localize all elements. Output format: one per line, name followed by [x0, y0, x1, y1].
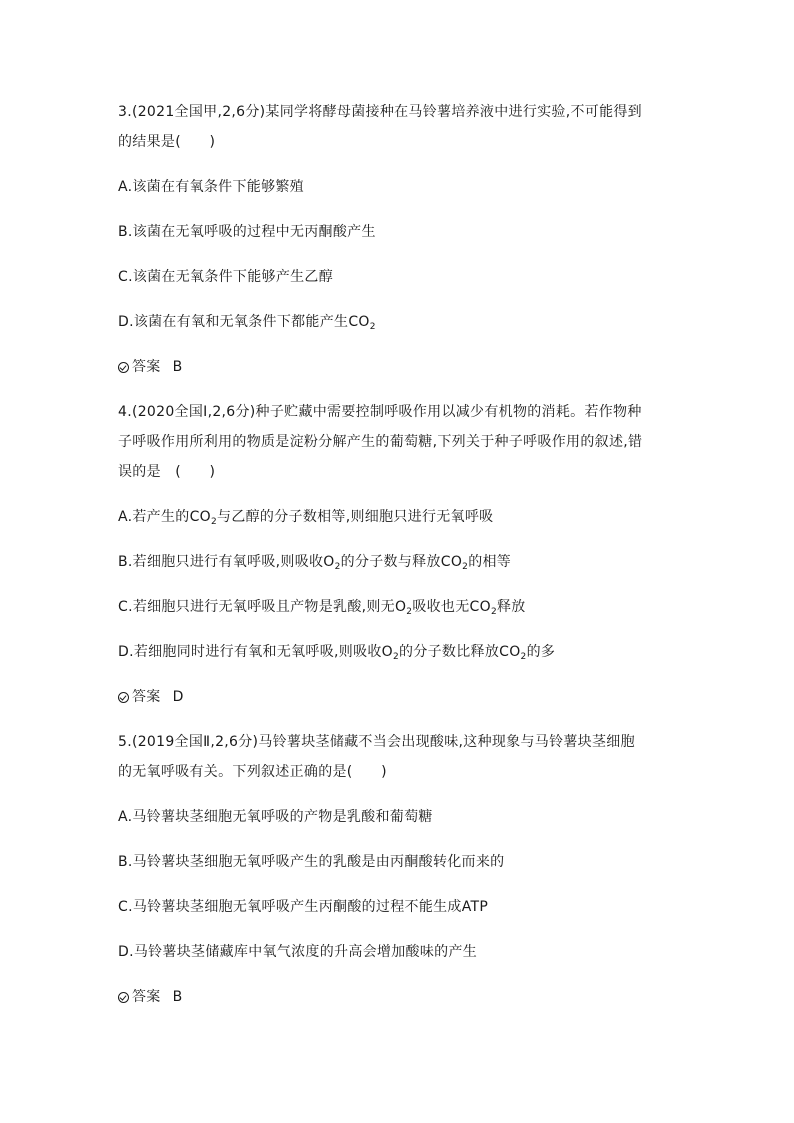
check-circle-icon	[118, 362, 129, 373]
answer-value: D	[172, 689, 184, 705]
q5-stem-line-2: 的无氧呼吸有关。下列叙述正确的是( )	[118, 764, 387, 780]
q4-option-c: C.若细胞只进行无氧呼吸且产物是乳酸,则无$O_2$吸收也无$CO_2$释放	[118, 599, 526, 617]
answer-value: B	[172, 989, 183, 1005]
q4-option-d: D.若细胞同时进行有氧和无氧呼吸,则吸收$O_2$的分子数比释放$CO_2$的多	[118, 644, 556, 662]
q4-stem-line-1: 4.(2020全国Ⅰ,2,6分)种子贮藏中需要控制呼吸作用以减少有机物的消耗。若作物种	[118, 404, 642, 420]
q3-option-c: C.该菌在无氧条件下能够产生乙醇	[118, 269, 334, 285]
q5-stem-line-1: 5.(2019全国Ⅱ,2,6分)马铃薯块茎储藏不当会出现酸味,这种现象与马铃薯块茎细胞	[118, 734, 635, 750]
q3-stem-line-1: 3.(2021全国甲,2,6分)某同学将酵母菌接种在马铃薯培养液中进行实验,不可能得到	[118, 104, 642, 120]
q5-option-b: B.马铃薯块茎细胞无氧呼吸产生的乳酸是由丙酮酸转化而来的	[118, 854, 505, 870]
answer-label: 答案	[132, 359, 161, 375]
q4-option-a: A.若产生的$CO_2$与乙醇的分子数相等,则细胞只进行无氧呼吸	[118, 509, 494, 527]
q4-stem-line-2: 子呼吸作用所利用的物质是淀粉分解产生的葡萄糖,下列关于种子呼吸作用的叙述,错	[118, 434, 643, 450]
q4-stem-line-3: 误的是 ( )	[118, 464, 216, 480]
answer-value: B	[172, 359, 183, 375]
q4-option-b: B.若细胞只进行有氧呼吸,则吸收$O_2$的分子数与释放$CO_2$的相等	[118, 554, 512, 572]
q5-option-c: C.马铃薯块茎细胞无氧呼吸产生丙酮酸的过程不能生成ATP	[118, 899, 489, 915]
check-circle-icon	[118, 992, 129, 1003]
q5-option-d: D.马铃薯块茎储藏库中氧气浓度的升高会增加酸味的产生	[118, 944, 478, 960]
q3-stem-line-2: 的结果是( )	[118, 134, 216, 150]
q4-answer	[118, 687, 184, 707]
check-circle-icon	[118, 692, 129, 703]
q5-option-a: A.马铃薯块茎细胞无氧呼吸的产物是乳酸和葡萄糖	[118, 809, 433, 825]
answer-label: 答案	[132, 689, 161, 705]
q3-answer	[118, 357, 183, 377]
q3-option-a: A.该菌在有氧条件下能够繁殖	[118, 179, 304, 195]
q5-answer	[118, 987, 183, 1007]
q3-option-b: B.该菌在无氧呼吸的过程中无丙酮酸产生	[118, 224, 376, 240]
answer-label: 答案	[132, 989, 161, 1005]
q3-option-d: D.该菌在有氧和无氧条件下都能产生$CO_2$	[118, 314, 376, 332]
